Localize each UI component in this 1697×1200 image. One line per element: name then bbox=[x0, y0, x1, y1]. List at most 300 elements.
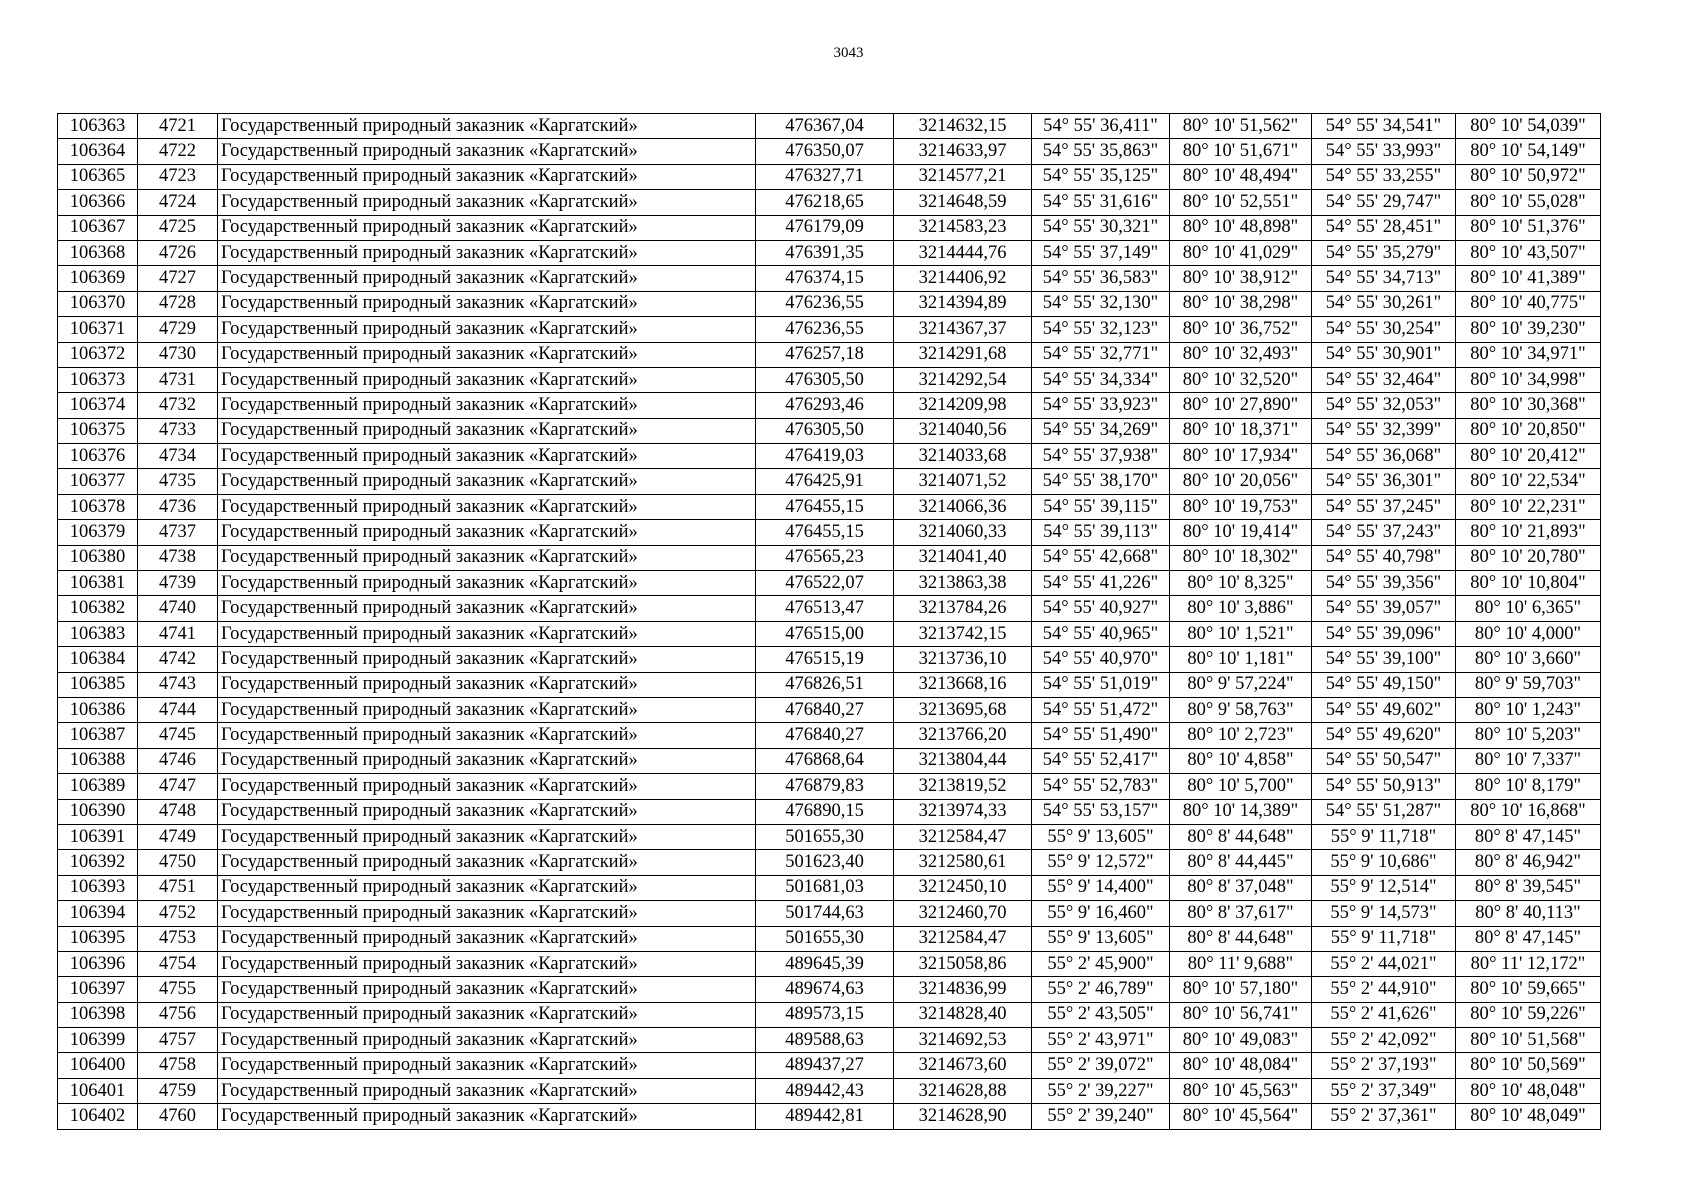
cell-longitude-2: 80° 10' 48,048" bbox=[1456, 1078, 1601, 1103]
cell-coordinate-x: 476513,47 bbox=[756, 596, 894, 621]
cell-record-id: 106375 bbox=[58, 418, 138, 443]
cell-point-number: 4758 bbox=[138, 1053, 218, 1078]
cell-record-id: 106400 bbox=[58, 1053, 138, 1078]
cell-latitude-1: 54° 55' 40,970" bbox=[1032, 647, 1170, 672]
cell-longitude-1: 80° 10' 41,029" bbox=[1170, 240, 1312, 265]
table-body bbox=[58, 114, 1601, 1130]
cell-latitude-2: 55° 9' 10,686" bbox=[1312, 850, 1456, 875]
cell-record-id: 106384 bbox=[58, 647, 138, 672]
cell-record-id: 106373 bbox=[58, 367, 138, 392]
cell-longitude-2: 80° 10' 5,203" bbox=[1456, 723, 1601, 748]
cell-longitude-1: 80° 10' 14,389" bbox=[1170, 799, 1312, 824]
cell-longitude-2: 80° 10' 51,568" bbox=[1456, 1028, 1601, 1053]
cell-latitude-1: 54° 55' 36,411" bbox=[1032, 114, 1170, 139]
cell-point-number: 4755 bbox=[138, 977, 218, 1002]
cell-longitude-2: 80° 8' 46,942" bbox=[1456, 850, 1601, 875]
cell-longitude-2: 80° 10' 51,376" bbox=[1456, 215, 1601, 240]
page-number: 3043 bbox=[833, 45, 864, 61]
cell-point-number: 4727 bbox=[138, 266, 218, 291]
cell-longitude-2: 80° 10' 20,850" bbox=[1456, 418, 1601, 443]
table-row bbox=[58, 1028, 1601, 1053]
cell-object-name: Государственный природный заказник «Каргатский» bbox=[218, 723, 756, 748]
cell-coordinate-x: 476565,23 bbox=[756, 545, 894, 570]
cell-longitude-2: 80° 10' 54,149" bbox=[1456, 139, 1601, 164]
cell-latitude-2: 54° 55' 50,547" bbox=[1312, 748, 1456, 773]
table-row bbox=[58, 139, 1601, 164]
table-row bbox=[58, 824, 1601, 849]
cell-point-number: 4735 bbox=[138, 469, 218, 494]
cell-latitude-2: 54° 55' 33,993" bbox=[1312, 139, 1456, 164]
cell-point-number: 4726 bbox=[138, 240, 218, 265]
cell-longitude-2: 80° 10' 20,412" bbox=[1456, 444, 1601, 469]
cell-object-name: Государственный природный заказник «Каргатский» bbox=[218, 571, 756, 596]
cell-latitude-1: 55° 9' 12,572" bbox=[1032, 850, 1170, 875]
cell-longitude-2: 80° 11' 12,172" bbox=[1456, 951, 1601, 976]
cell-coordinate-x: 501655,30 bbox=[756, 926, 894, 951]
table-row bbox=[58, 774, 1601, 799]
cell-latitude-2: 54° 55' 50,913" bbox=[1312, 774, 1456, 799]
cell-longitude-2: 80° 10' 50,569" bbox=[1456, 1053, 1601, 1078]
cell-coordinate-y: 3212580,61 bbox=[894, 850, 1032, 875]
cell-record-id: 106369 bbox=[58, 266, 138, 291]
cell-point-number: 4723 bbox=[138, 164, 218, 189]
cell-longitude-1: 80° 8' 44,648" bbox=[1170, 824, 1312, 849]
cell-point-number: 4737 bbox=[138, 520, 218, 545]
cell-latitude-1: 54° 55' 35,125" bbox=[1032, 164, 1170, 189]
cell-object-name: Государственный природный заказник «Каргатский» bbox=[218, 444, 756, 469]
cell-longitude-1: 80° 9' 58,763" bbox=[1170, 697, 1312, 722]
cell-latitude-2: 55° 9' 12,514" bbox=[1312, 875, 1456, 900]
cell-coordinate-y: 3212584,47 bbox=[894, 824, 1032, 849]
cell-longitude-2: 80° 8' 47,145" bbox=[1456, 824, 1601, 849]
cell-coordinate-y: 3213695,68 bbox=[894, 697, 1032, 722]
cell-point-number: 4722 bbox=[138, 139, 218, 164]
cell-record-id: 106397 bbox=[58, 977, 138, 1002]
table-row bbox=[58, 723, 1601, 748]
cell-longitude-2: 80° 9' 59,703" bbox=[1456, 672, 1601, 697]
cell-coordinate-y: 3214692,53 bbox=[894, 1028, 1032, 1053]
cell-object-name: Государственный природный заказник «Каргатский» bbox=[218, 1028, 756, 1053]
cell-point-number: 4750 bbox=[138, 850, 218, 875]
cell-latitude-2: 54° 55' 39,100" bbox=[1312, 647, 1456, 672]
cell-coordinate-y: 3212460,70 bbox=[894, 901, 1032, 926]
cell-longitude-1: 80° 10' 18,371" bbox=[1170, 418, 1312, 443]
cell-record-id: 106399 bbox=[58, 1028, 138, 1053]
cell-latitude-2: 54° 55' 51,287" bbox=[1312, 799, 1456, 824]
cell-object-name: Государственный природный заказник «Каргатский» bbox=[218, 1053, 756, 1078]
cell-coordinate-x: 476515,00 bbox=[756, 621, 894, 646]
cell-object-name: Государственный природный заказник «Каргатский» bbox=[218, 520, 756, 545]
cell-latitude-1: 55° 2' 39,227" bbox=[1032, 1078, 1170, 1103]
table-row bbox=[58, 393, 1601, 418]
cell-longitude-1: 80° 10' 48,898" bbox=[1170, 215, 1312, 240]
cell-object-name: Государственный природный заказник «Каргатский» bbox=[218, 469, 756, 494]
cell-point-number: 4738 bbox=[138, 545, 218, 570]
cell-coordinate-y: 3213742,15 bbox=[894, 621, 1032, 646]
cell-latitude-2: 54° 55' 33,255" bbox=[1312, 164, 1456, 189]
cell-latitude-1: 54° 55' 33,923" bbox=[1032, 393, 1170, 418]
table-row bbox=[58, 748, 1601, 773]
cell-longitude-1: 80° 10' 51,562" bbox=[1170, 114, 1312, 139]
cell-coordinate-x: 489442,81 bbox=[756, 1104, 894, 1129]
cell-coordinate-x: 476425,91 bbox=[756, 469, 894, 494]
cell-object-name: Государственный природный заказник «Каргатский» bbox=[218, 748, 756, 773]
cell-latitude-1: 54° 55' 32,771" bbox=[1032, 342, 1170, 367]
cell-coordinate-x: 489442,43 bbox=[756, 1078, 894, 1103]
cell-latitude-1: 55° 9' 13,605" bbox=[1032, 824, 1170, 849]
cell-longitude-1: 80° 10' 32,520" bbox=[1170, 367, 1312, 392]
cell-latitude-2: 54° 55' 32,399" bbox=[1312, 418, 1456, 443]
cell-longitude-1: 80° 11' 9,688" bbox=[1170, 951, 1312, 976]
cell-coordinate-y: 3214673,60 bbox=[894, 1053, 1032, 1078]
cell-coordinate-x: 476455,15 bbox=[756, 494, 894, 519]
cell-object-name: Государственный природный заказник «Каргатский» bbox=[218, 647, 756, 672]
cell-longitude-2: 80° 8' 40,113" bbox=[1456, 901, 1601, 926]
cell-object-name: Государственный природный заказник «Каргатский» bbox=[218, 164, 756, 189]
cell-object-name: Государственный природный заказник «Каргатский» bbox=[218, 799, 756, 824]
cell-object-name: Государственный природный заказник «Каргатский» bbox=[218, 951, 756, 976]
cell-latitude-2: 55° 9' 14,573" bbox=[1312, 901, 1456, 926]
cell-record-id: 106383 bbox=[58, 621, 138, 646]
cell-point-number: 4746 bbox=[138, 748, 218, 773]
cell-longitude-2: 80° 10' 30,368" bbox=[1456, 393, 1601, 418]
cell-coordinate-y: 3214836,99 bbox=[894, 977, 1032, 1002]
cell-latitude-1: 55° 9' 13,605" bbox=[1032, 926, 1170, 951]
cell-longitude-1: 80° 8' 37,617" bbox=[1170, 901, 1312, 926]
cell-point-number: 4749 bbox=[138, 824, 218, 849]
cell-latitude-2: 55° 2' 37,193" bbox=[1312, 1053, 1456, 1078]
cell-coordinate-x: 476840,27 bbox=[756, 723, 894, 748]
table-row bbox=[58, 545, 1601, 570]
cell-coordinate-y: 3214071,52 bbox=[894, 469, 1032, 494]
cell-longitude-1: 80° 10' 51,671" bbox=[1170, 139, 1312, 164]
cell-coordinate-x: 476305,50 bbox=[756, 367, 894, 392]
table-row bbox=[58, 697, 1601, 722]
cell-longitude-1: 80° 10' 32,493" bbox=[1170, 342, 1312, 367]
cell-latitude-2: 54° 55' 49,602" bbox=[1312, 697, 1456, 722]
cell-record-id: 106370 bbox=[58, 291, 138, 316]
cell-latitude-1: 54° 55' 52,783" bbox=[1032, 774, 1170, 799]
cell-longitude-1: 80° 10' 2,723" bbox=[1170, 723, 1312, 748]
cell-record-id: 106381 bbox=[58, 571, 138, 596]
cell-coordinate-x: 476257,18 bbox=[756, 342, 894, 367]
cell-coordinate-y: 3214033,68 bbox=[894, 444, 1032, 469]
cell-longitude-1: 80° 10' 19,753" bbox=[1170, 494, 1312, 519]
cell-record-id: 106363 bbox=[58, 114, 138, 139]
cell-longitude-1: 80° 10' 45,563" bbox=[1170, 1078, 1312, 1103]
table-row bbox=[58, 901, 1601, 926]
cell-longitude-1: 80° 10' 38,298" bbox=[1170, 291, 1312, 316]
cell-latitude-1: 54° 55' 39,113" bbox=[1032, 520, 1170, 545]
cell-coordinate-y: 3214632,15 bbox=[894, 114, 1032, 139]
cell-object-name: Государственный природный заказник «Каргатский» bbox=[218, 240, 756, 265]
cell-latitude-1: 54° 55' 51,472" bbox=[1032, 697, 1170, 722]
cell-point-number: 4742 bbox=[138, 647, 218, 672]
cell-point-number: 4725 bbox=[138, 215, 218, 240]
cell-longitude-1: 80° 9' 57,224" bbox=[1170, 672, 1312, 697]
cell-latitude-1: 55° 2' 39,072" bbox=[1032, 1053, 1170, 1078]
cell-point-number: 4748 bbox=[138, 799, 218, 824]
cell-object-name: Государственный природный заказник «Каргатский» bbox=[218, 342, 756, 367]
cell-record-id: 106386 bbox=[58, 697, 138, 722]
cell-coordinate-x: 489573,15 bbox=[756, 1002, 894, 1027]
table-row bbox=[58, 494, 1601, 519]
table-row bbox=[58, 571, 1601, 596]
cell-coordinate-y: 3213736,10 bbox=[894, 647, 1032, 672]
cell-longitude-1: 80° 10' 48,084" bbox=[1170, 1053, 1312, 1078]
cell-longitude-1: 80° 10' 36,752" bbox=[1170, 317, 1312, 342]
cell-longitude-2: 80° 10' 16,868" bbox=[1456, 799, 1601, 824]
cell-object-name: Государственный природный заказник «Каргатский» bbox=[218, 494, 756, 519]
cell-latitude-2: 54° 55' 39,096" bbox=[1312, 621, 1456, 646]
cell-point-number: 4751 bbox=[138, 875, 218, 900]
cell-coordinate-x: 489588,63 bbox=[756, 1028, 894, 1053]
cell-coordinate-y: 3213819,52 bbox=[894, 774, 1032, 799]
cell-latitude-1: 54° 55' 53,157" bbox=[1032, 799, 1170, 824]
cell-coordinate-y: 3214583,23 bbox=[894, 215, 1032, 240]
cell-latitude-1: 54° 55' 30,321" bbox=[1032, 215, 1170, 240]
cell-latitude-1: 54° 55' 38,170" bbox=[1032, 469, 1170, 494]
cell-latitude-2: 54° 55' 32,464" bbox=[1312, 367, 1456, 392]
cell-object-name: Государственный природный заказник «Каргатский» bbox=[218, 1104, 756, 1129]
cell-record-id: 106402 bbox=[58, 1104, 138, 1129]
cell-latitude-1: 54° 55' 34,334" bbox=[1032, 367, 1170, 392]
cell-coordinate-y: 3214292,54 bbox=[894, 367, 1032, 392]
cell-longitude-2: 80° 10' 34,998" bbox=[1456, 367, 1601, 392]
table-row bbox=[58, 367, 1601, 392]
cell-coordinate-x: 489674,63 bbox=[756, 977, 894, 1002]
cell-object-name: Государственный природный заказник «Каргатский» bbox=[218, 418, 756, 443]
cell-coordinate-x: 476455,15 bbox=[756, 520, 894, 545]
cell-point-number: 4753 bbox=[138, 926, 218, 951]
cell-record-id: 106393 bbox=[58, 875, 138, 900]
cell-record-id: 106385 bbox=[58, 672, 138, 697]
cell-record-id: 106378 bbox=[58, 494, 138, 519]
cell-longitude-2: 80° 10' 8,179" bbox=[1456, 774, 1601, 799]
cell-latitude-1: 54° 55' 51,490" bbox=[1032, 723, 1170, 748]
cell-object-name: Государственный природный заказник «Каргатский» bbox=[218, 621, 756, 646]
cell-record-id: 106394 bbox=[58, 901, 138, 926]
cell-latitude-2: 54° 55' 34,541" bbox=[1312, 114, 1456, 139]
cell-coordinate-x: 476236,55 bbox=[756, 317, 894, 342]
cell-longitude-2: 80° 10' 41,389" bbox=[1456, 266, 1601, 291]
cell-record-id: 106371 bbox=[58, 317, 138, 342]
cell-latitude-2: 54° 55' 36,068" bbox=[1312, 444, 1456, 469]
cell-object-name: Государственный природный заказник «Каргатский» bbox=[218, 190, 756, 215]
cell-point-number: 4724 bbox=[138, 190, 218, 215]
table-row bbox=[58, 799, 1601, 824]
table-row bbox=[58, 291, 1601, 316]
cell-point-number: 4756 bbox=[138, 1002, 218, 1027]
cell-latitude-2: 55° 2' 44,021" bbox=[1312, 951, 1456, 976]
table-row bbox=[58, 875, 1601, 900]
cell-latitude-1: 55° 2' 43,505" bbox=[1032, 1002, 1170, 1027]
cell-latitude-1: 55° 2' 46,789" bbox=[1032, 977, 1170, 1002]
cell-coordinate-y: 3214633,97 bbox=[894, 139, 1032, 164]
cell-coordinate-x: 476522,07 bbox=[756, 571, 894, 596]
cell-coordinate-y: 3214828,40 bbox=[894, 1002, 1032, 1027]
cell-object-name: Государственный природный заказник «Каргатский» bbox=[218, 977, 756, 1002]
table-row bbox=[58, 621, 1601, 646]
table-row bbox=[58, 1078, 1601, 1103]
cell-point-number: 4754 bbox=[138, 951, 218, 976]
cell-point-number: 4747 bbox=[138, 774, 218, 799]
cell-coordinate-y: 3214394,89 bbox=[894, 291, 1032, 316]
cell-coordinate-y: 3214060,33 bbox=[894, 520, 1032, 545]
cell-object-name: Государственный природный заказник «Каргатский» bbox=[218, 1078, 756, 1103]
cell-longitude-2: 80° 10' 34,971" bbox=[1456, 342, 1601, 367]
cell-coordinate-y: 3214209,98 bbox=[894, 393, 1032, 418]
cell-longitude-2: 80° 10' 50,972" bbox=[1456, 164, 1601, 189]
cell-latitude-1: 55° 2' 39,240" bbox=[1032, 1104, 1170, 1129]
cell-latitude-1: 55° 9' 14,400" bbox=[1032, 875, 1170, 900]
cell-coordinate-x: 476391,35 bbox=[756, 240, 894, 265]
cell-coordinate-x: 476419,03 bbox=[756, 444, 894, 469]
table-row bbox=[58, 1002, 1601, 1027]
cell-latitude-1: 54° 55' 51,019" bbox=[1032, 672, 1170, 697]
cell-point-number: 4759 bbox=[138, 1078, 218, 1103]
cell-latitude-2: 55° 2' 44,910" bbox=[1312, 977, 1456, 1002]
cell-latitude-2: 54° 55' 30,901" bbox=[1312, 342, 1456, 367]
cell-coordinate-y: 3213804,44 bbox=[894, 748, 1032, 773]
cell-longitude-1: 80° 10' 57,180" bbox=[1170, 977, 1312, 1002]
cell-point-number: 4757 bbox=[138, 1028, 218, 1053]
cell-object-name: Государственный природный заказник «Каргатский» bbox=[218, 1002, 756, 1027]
cell-record-id: 106392 bbox=[58, 850, 138, 875]
cell-latitude-2: 54° 55' 39,356" bbox=[1312, 571, 1456, 596]
cell-record-id: 106389 bbox=[58, 774, 138, 799]
table-row bbox=[58, 647, 1601, 672]
cell-record-id: 106395 bbox=[58, 926, 138, 951]
cell-coordinate-x: 476826,51 bbox=[756, 672, 894, 697]
cell-longitude-1: 80° 10' 18,302" bbox=[1170, 545, 1312, 570]
cell-longitude-2: 80° 10' 20,780" bbox=[1456, 545, 1601, 570]
cell-latitude-1: 54° 55' 32,130" bbox=[1032, 291, 1170, 316]
cell-latitude-1: 54° 55' 41,226" bbox=[1032, 571, 1170, 596]
cell-latitude-2: 54° 55' 49,150" bbox=[1312, 672, 1456, 697]
cell-coordinate-x: 501744,63 bbox=[756, 901, 894, 926]
cell-longitude-1: 80° 10' 19,414" bbox=[1170, 520, 1312, 545]
cell-object-name: Государственный природный заказник «Каргатский» bbox=[218, 367, 756, 392]
cell-longitude-1: 80° 10' 27,890" bbox=[1170, 393, 1312, 418]
cell-longitude-2: 80° 8' 47,145" bbox=[1456, 926, 1601, 951]
cell-latitude-2: 55° 9' 11,718" bbox=[1312, 824, 1456, 849]
cell-coordinate-x: 476840,27 bbox=[756, 697, 894, 722]
cell-latitude-2: 54° 55' 28,451" bbox=[1312, 215, 1456, 240]
cell-latitude-1: 54° 55' 32,123" bbox=[1032, 317, 1170, 342]
cell-object-name: Государственный природный заказник «Каргатский» bbox=[218, 215, 756, 240]
cell-latitude-2: 54° 55' 30,254" bbox=[1312, 317, 1456, 342]
cell-latitude-1: 54° 55' 36,583" bbox=[1032, 266, 1170, 291]
cell-coordinate-y: 3213784,26 bbox=[894, 596, 1032, 621]
cell-longitude-1: 80° 10' 20,056" bbox=[1170, 469, 1312, 494]
cell-latitude-2: 54° 55' 37,243" bbox=[1312, 520, 1456, 545]
cell-record-id: 106388 bbox=[58, 748, 138, 773]
cell-longitude-2: 80° 10' 6,365" bbox=[1456, 596, 1601, 621]
cell-coordinate-x: 476305,50 bbox=[756, 418, 894, 443]
cell-latitude-2: 54° 55' 36,301" bbox=[1312, 469, 1456, 494]
cell-coordinate-y: 3213668,16 bbox=[894, 672, 1032, 697]
cell-record-id: 106396 bbox=[58, 951, 138, 976]
cell-point-number: 4744 bbox=[138, 697, 218, 722]
cell-point-number: 4736 bbox=[138, 494, 218, 519]
cell-point-number: 4760 bbox=[138, 1104, 218, 1129]
cell-latitude-2: 54° 55' 32,053" bbox=[1312, 393, 1456, 418]
cell-coordinate-y: 3213974,33 bbox=[894, 799, 1032, 824]
cell-longitude-1: 80° 10' 45,564" bbox=[1170, 1104, 1312, 1129]
cell-record-id: 106391 bbox=[58, 824, 138, 849]
cell-point-number: 4732 bbox=[138, 393, 218, 418]
cell-latitude-2: 55° 2' 42,092" bbox=[1312, 1028, 1456, 1053]
cell-point-number: 4752 bbox=[138, 901, 218, 926]
cell-point-number: 4743 bbox=[138, 672, 218, 697]
table-row bbox=[58, 342, 1601, 367]
cell-latitude-2: 54° 55' 37,245" bbox=[1312, 494, 1456, 519]
cell-point-number: 4734 bbox=[138, 444, 218, 469]
cell-latitude-1: 54° 55' 42,668" bbox=[1032, 545, 1170, 570]
cell-object-name: Государственный природный заказник «Каргатский» bbox=[218, 545, 756, 570]
cell-latitude-2: 55° 2' 41,626" bbox=[1312, 1002, 1456, 1027]
table-row bbox=[58, 418, 1601, 443]
cell-point-number: 4728 bbox=[138, 291, 218, 316]
cell-longitude-1: 80° 10' 52,551" bbox=[1170, 190, 1312, 215]
cell-latitude-1: 54° 55' 31,616" bbox=[1032, 190, 1170, 215]
cell-coordinate-y: 3213863,38 bbox=[894, 571, 1032, 596]
cell-record-id: 106379 bbox=[58, 520, 138, 545]
cell-longitude-2: 80° 10' 3,660" bbox=[1456, 647, 1601, 672]
cell-point-number: 4745 bbox=[138, 723, 218, 748]
cell-coordinate-y: 3214040,56 bbox=[894, 418, 1032, 443]
cell-coordinate-y: 3214406,92 bbox=[894, 266, 1032, 291]
cell-latitude-2: 54° 55' 30,261" bbox=[1312, 291, 1456, 316]
table-row bbox=[58, 444, 1601, 469]
cell-longitude-2: 80° 8' 39,545" bbox=[1456, 875, 1601, 900]
cell-coordinate-x: 476374,15 bbox=[756, 266, 894, 291]
cell-longitude-2: 80° 10' 55,028" bbox=[1456, 190, 1601, 215]
table-row bbox=[58, 1053, 1601, 1078]
cell-object-name: Государственный природный заказник «Каргатский» bbox=[218, 596, 756, 621]
cell-coordinate-y: 3214066,36 bbox=[894, 494, 1032, 519]
cell-record-id: 106376 bbox=[58, 444, 138, 469]
cell-longitude-1: 80° 10' 17,934" bbox=[1170, 444, 1312, 469]
cell-record-id: 106365 bbox=[58, 164, 138, 189]
cell-longitude-1: 80° 10' 4,858" bbox=[1170, 748, 1312, 773]
cell-longitude-2: 80° 10' 21,893" bbox=[1456, 520, 1601, 545]
cell-longitude-1: 80° 10' 3,886" bbox=[1170, 596, 1312, 621]
cell-latitude-1: 54° 55' 39,115" bbox=[1032, 494, 1170, 519]
cell-coordinate-y: 3214444,76 bbox=[894, 240, 1032, 265]
cell-latitude-1: 54° 55' 37,149" bbox=[1032, 240, 1170, 265]
cell-latitude-1: 54° 55' 35,863" bbox=[1032, 139, 1170, 164]
cell-longitude-1: 80° 10' 56,741" bbox=[1170, 1002, 1312, 1027]
cell-object-name: Государственный природный заказник «Каргатский» bbox=[218, 824, 756, 849]
cell-object-name: Государственный природный заказник «Каргатский» bbox=[218, 114, 756, 139]
cell-record-id: 106377 bbox=[58, 469, 138, 494]
cell-longitude-1: 80° 8' 44,648" bbox=[1170, 926, 1312, 951]
cell-coordinate-x: 476350,07 bbox=[756, 139, 894, 164]
cell-object-name: Государственный природный заказник «Каргатский» bbox=[218, 393, 756, 418]
cell-record-id: 106372 bbox=[58, 342, 138, 367]
cell-longitude-2: 80° 10' 59,226" bbox=[1456, 1002, 1601, 1027]
cell-coordinate-y: 3214648,59 bbox=[894, 190, 1032, 215]
cell-coordinate-x: 476327,71 bbox=[756, 164, 894, 189]
cell-latitude-2: 55° 2' 37,349" bbox=[1312, 1078, 1456, 1103]
cell-point-number: 4729 bbox=[138, 317, 218, 342]
cell-coordinate-x: 501623,40 bbox=[756, 850, 894, 875]
table-row bbox=[58, 164, 1601, 189]
cell-coordinate-x: 476293,46 bbox=[756, 393, 894, 418]
cell-object-name: Государственный природный заказник «Каргатский» bbox=[218, 291, 756, 316]
